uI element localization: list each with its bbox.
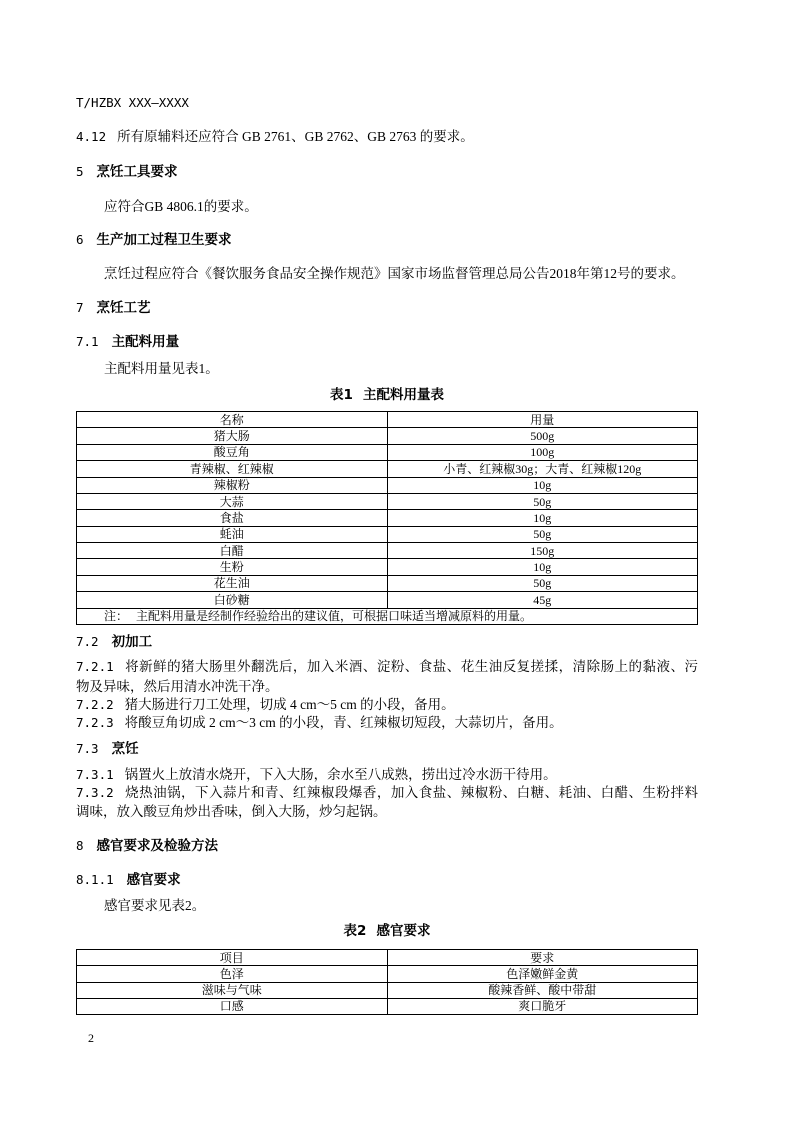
table-row bbox=[77, 559, 698, 575]
clause-7-2-1-continuation: 物及异味，然后用清水冲洗干净。 bbox=[76, 679, 279, 694]
clause-number: 7.3.1 bbox=[76, 767, 114, 782]
table-cell-amount: 45g bbox=[387, 592, 698, 608]
clause-text-line: 锅置火上放清水烧开，下入大肠，余水至八成熟，捞出过冷水沥干待用。 bbox=[124, 767, 557, 782]
table-row bbox=[77, 575, 698, 591]
clause-number: 7.2.1 bbox=[76, 659, 114, 674]
section-7-2-heading bbox=[76, 633, 698, 651]
clause-7-2-2 bbox=[76, 696, 698, 714]
table-cell-item: 滋味与气味 bbox=[77, 982, 388, 998]
table-2-caption bbox=[76, 922, 698, 940]
table-cell-amount: 10g bbox=[387, 510, 698, 526]
section-title: 烹饪工具要求 bbox=[96, 164, 178, 180]
table-cell-amount: 10g bbox=[387, 559, 698, 575]
clause-text-line: 猪大肠进行刀工处理，切成 4 cm～5 cm 的小段，备用。 bbox=[124, 697, 455, 712]
clause-text-line: 将酸豆角切成 2 cm～3 cm 的小段，青、红辣椒切短段，大蒜切片，备用。 bbox=[124, 715, 563, 730]
clause-text: 所有原辅料还应符合 GB 2761、GB 2762、GB 2763 的要求。 bbox=[117, 129, 474, 144]
section-title: 主配料用量 bbox=[111, 334, 180, 350]
clause-text-line: 将新鲜的猪大肠里外翻洗后，加入米酒、淀粉、食盐、花生油反复搓揉，清除肠上的黏液、污 bbox=[124, 659, 698, 674]
section-7-3-heading bbox=[76, 740, 698, 758]
section-number: 6 bbox=[76, 232, 84, 247]
clause-number: 7.2.3 bbox=[76, 715, 114, 730]
table-row bbox=[77, 526, 698, 542]
table-cell-requirement: 爽口脆牙 bbox=[387, 998, 698, 1014]
section-number: 7 bbox=[76, 300, 84, 315]
table-cell-requirement: 酸辣香鲜、酸中带甜 bbox=[387, 982, 698, 998]
table-cell-amount: 10g bbox=[387, 477, 698, 493]
section-7-1-heading bbox=[76, 333, 698, 351]
note-text: 主配料用量是经制作经验给出的建议值，可根据口味适当增减原料的用量。 bbox=[136, 609, 533, 624]
table-row bbox=[77, 461, 698, 477]
table-row bbox=[77, 493, 698, 509]
table-row bbox=[77, 982, 698, 998]
note-label: 注： bbox=[104, 609, 129, 624]
table-label: 表1 bbox=[330, 387, 353, 403]
clause-number: 4.12 bbox=[76, 129, 107, 144]
clause-7-2-1 bbox=[76, 658, 698, 676]
table-cell-item: 口感 bbox=[77, 998, 388, 1014]
table-cell-name: 生粉 bbox=[77, 559, 388, 575]
clause-text-line: 烧热油锅，下入蒜片和青、红辣椒段爆香，加入食盐、辣椒粉、白糖、耗油、白醋、生粉拌料 bbox=[124, 785, 698, 800]
section-title: 烹饪工艺 bbox=[96, 300, 151, 316]
table-header-cell: 要求 bbox=[387, 950, 698, 966]
table-title: 主配料用量表 bbox=[362, 387, 444, 403]
section-number: 8 bbox=[76, 838, 84, 853]
section-title: 初加工 bbox=[111, 634, 153, 650]
section-title: 感官要求及检验方法 bbox=[96, 838, 219, 854]
clause-4-12 bbox=[76, 128, 698, 146]
table-header-cell: 项目 bbox=[77, 950, 388, 966]
table-header-cell: 用量 bbox=[387, 412, 698, 428]
table-header-cell: 名称 bbox=[77, 412, 388, 428]
clause-number: 7.2.2 bbox=[76, 697, 114, 712]
table-cell-amount: 100g bbox=[387, 444, 698, 460]
table-cell-name: 蚝油 bbox=[77, 526, 388, 542]
section-number: 7.1 bbox=[76, 334, 99, 349]
clause-7-3-2 bbox=[76, 784, 698, 802]
table-cell-name: 大蒜 bbox=[77, 493, 388, 509]
table-note-cell bbox=[77, 608, 698, 625]
page-number: 2 bbox=[88, 1031, 94, 1045]
table-row bbox=[77, 543, 698, 559]
section-6-body: 烹饪过程应符合《餐饮服务食品安全操作规范》国家市场监督管理总局公告2018年第12号的要求。 bbox=[104, 266, 685, 281]
section-5-body: 应符合GB 4806.1的要求。 bbox=[104, 199, 258, 214]
table-cell-amount: 150g bbox=[387, 543, 698, 559]
table-cell-requirement: 色泽嫩鲜金黄 bbox=[387, 966, 698, 982]
table-header-row bbox=[77, 412, 698, 428]
section-number: 8.1.1 bbox=[76, 872, 114, 887]
table-cell-name: 白砂糖 bbox=[77, 592, 388, 608]
table-row bbox=[77, 998, 698, 1014]
table-row bbox=[77, 477, 698, 493]
section-number: 7.2 bbox=[76, 634, 99, 649]
table-cell-amount: 小青、红辣椒30g；大青、红辣椒120g bbox=[387, 461, 698, 477]
table-cell-name: 酸豆角 bbox=[77, 444, 388, 460]
clause-7-3-1 bbox=[76, 766, 698, 784]
table-cell-name: 猪大肠 bbox=[77, 428, 388, 444]
section-8-1-1-body: 感官要求见表2。 bbox=[104, 898, 206, 913]
table-cell-name: 青辣椒、红辣椒 bbox=[77, 461, 388, 477]
section-6-heading bbox=[76, 231, 698, 249]
section-number: 7.3 bbox=[76, 741, 99, 756]
table-2-sensory bbox=[76, 949, 698, 1015]
clause-number: 7.3.2 bbox=[76, 785, 114, 800]
table-cell-amount: 50g bbox=[387, 526, 698, 542]
table-label: 表2 bbox=[343, 923, 367, 939]
table-cell-item: 色泽 bbox=[77, 966, 388, 982]
section-5-heading bbox=[76, 163, 698, 181]
table-1-ingredients bbox=[76, 411, 698, 625]
table-row bbox=[77, 444, 698, 460]
table-row bbox=[77, 510, 698, 526]
table-1-caption bbox=[76, 386, 698, 404]
clause-7-3-2-continuation: 调味，放入酸豆角炒出香味，倒入大肠，炒匀起锅。 bbox=[76, 804, 387, 819]
table-cell-name: 辣椒粉 bbox=[77, 477, 388, 493]
table-cell-name: 食盐 bbox=[77, 510, 388, 526]
table-title: 感官要求 bbox=[376, 923, 431, 939]
table-note-row bbox=[77, 608, 698, 625]
table-cell-name: 花生油 bbox=[77, 575, 388, 591]
section-7-1-body: 主配料用量见表1。 bbox=[104, 361, 219, 376]
section-8-heading bbox=[76, 837, 698, 855]
table-cell-amount: 50g bbox=[387, 575, 698, 591]
section-7-heading bbox=[76, 299, 698, 317]
document-code-header: T/HZBX XXX—XXXX bbox=[76, 95, 189, 110]
section-title: 感官要求 bbox=[126, 872, 181, 888]
table-row bbox=[77, 592, 698, 608]
section-8-1-1-heading bbox=[76, 871, 698, 889]
table-cell-name: 白醋 bbox=[77, 543, 388, 559]
table-row bbox=[77, 428, 698, 444]
section-number: 5 bbox=[76, 164, 84, 179]
table-cell-amount: 500g bbox=[387, 428, 698, 444]
clause-7-2-3 bbox=[76, 714, 698, 732]
table-header-row bbox=[77, 950, 698, 966]
table-cell-amount: 50g bbox=[387, 493, 698, 509]
table-row bbox=[77, 966, 698, 982]
section-title: 烹饪 bbox=[111, 741, 139, 757]
section-title: 生产加工过程卫生要求 bbox=[96, 232, 232, 248]
